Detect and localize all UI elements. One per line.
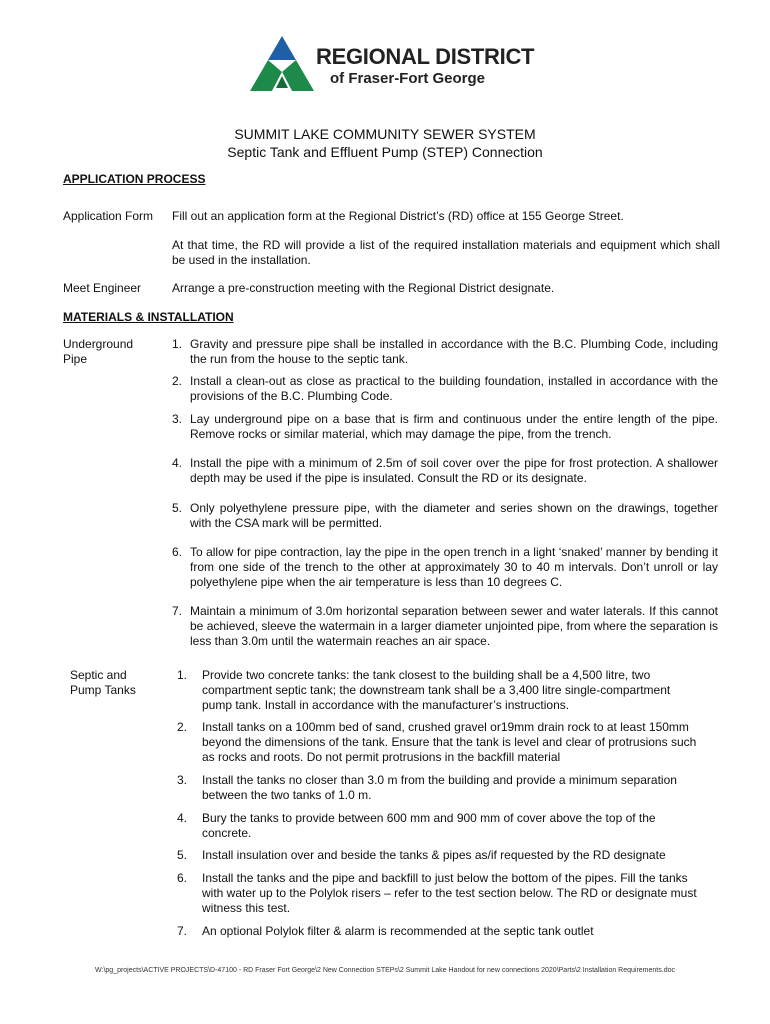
document-title: SUMMIT LAKE COMMUNITY SEWER SYSTEM [234,126,536,142]
tank-item-number: 4. [177,811,188,825]
pipe-item [172,456,718,486]
tank-item [177,924,697,939]
application-process-heading: APPLICATION PROCESS [63,172,206,186]
meet-engineer-label: Meet Engineer [63,281,142,295]
tank-item-number: 7. [177,924,188,938]
pipe-item [172,501,718,531]
tank-item [177,720,697,765]
pipe-item-number: 3. [172,412,183,426]
file-path-footer: W:\pg_projects\ACTIVE PROJECTS\D-47100 - RD Fraser Fort George\2 New Connection STEPs\2 Summit Lake Handout for new connections 2020\Parts\2 Installation Requirements.doc [95,967,675,974]
pipe-item-text: Maintain a minimum of 3.0m horizontal separation between sewer and water laterals. If this cannot be achieved, sleeve the watermain in a larger diameter unjointed pipe, from where the separation is less than 3.0m until the watermain reaches an air space. [190,604,718,648]
tank-item-number: 5. [177,848,188,862]
meet-engineer-text: Arrange a pre-construction meeting with the Regional District designate. [172,281,555,295]
septic-pump-tanks-label-line2: Pump Tanks [70,683,136,697]
application-form-label: Application Form [63,209,154,223]
materials-installation-heading: MATERIALS & INSTALLATION [63,310,234,324]
tank-item [177,773,697,803]
septic-pump-tanks-label-line1: Septic and [70,668,127,682]
logo-title: REGIONAL DISTRICT [316,44,535,69]
pipe-item [172,604,718,649]
pipe-item [172,412,718,442]
pipe-item-number: 6. [172,545,183,559]
pipe-item-text: Only polyethylene pressure pipe, with the diameter and series shown on the drawings, together with the CSA mark will be permitted. [190,501,718,530]
pipe-item-text: Lay underground pipe on a base that is firm and continuous under the entire length of the pipe. Remove rocks or similar material, which may damage the pipe, from the trench. [190,412,718,441]
application-form-detail: At that time, the RD will provide a list of the required installation materials and equipment which shall be used in the installation. [172,238,720,267]
application-form-text: Fill out an application form at the Regional District’s (RD) office at 155 George Street. [172,209,624,223]
pipe-item-number: 2. [172,374,183,388]
underground-pipe-label-line1: Underground [63,337,134,351]
regional-district-logo [250,36,550,96]
underground-pipe-label-line2: Pipe [63,352,88,366]
pipe-item [172,374,718,404]
tank-item-text: Install tanks on a 100mm bed of sand, crushed gravel or19mm drain rock to at least 150mm beyond the dimensions of the tank. Ensure that the tank is level and clear of protrusions such as rocks and roots. Do not permit protrusions in the backfill material [202,720,697,764]
pipe-item-text: Install a clean-out as close as practical to the building foundation, installed in accordance with the provisions of the B.C. Plumbing Code. [190,374,718,403]
tank-item [177,811,697,841]
tank-item-text: Provide two concrete tanks: the tank closest to the building shall be a 4,500 litre, two compartment septic tank; the downstream tank shall be a 3,400 litre single-compartment pump tank. Install in accordance with the manufacturer’s instructions. [202,668,671,712]
mountain-logo-icon [250,36,314,92]
document-subtitle: Septic Tank and Effluent Pump (STEP) Connection [227,144,543,160]
tank-item-number: 6. [177,871,188,885]
pipe-item-text: To allow for pipe contraction, lay the pipe in the open trench in a light ‘snaked’ manner by bending it from one side of the trench to the other at approximately 30 to 40 m intervals. Don’t unroll or lay polyethylene pipe when the air temperature is less than 10 degrees C. [190,545,718,589]
pipe-item-text: Install the pipe with a minimum of 2.5m of soil cover over the pipe for frost protection. A shallower depth may be used if the pipe is insulated. Consult the RD or its designate. [190,456,718,485]
tank-item-text: Install the tanks no closer than 3.0 m from the building and provide a minimum separation between the two tanks of 1.0 m. [202,773,677,802]
tank-item-text: Install insulation over and beside the tanks & pipes as/if requested by the RD designate [202,848,666,862]
pipe-item-number: 1. [172,337,183,351]
underground-pipe-label [63,337,133,367]
logo-subtitle: of Fraser-Fort George [330,70,486,87]
tank-item [177,871,697,916]
tank-item-text: An optional Polylok filter & alarm is recommended at the septic tank outlet [202,924,594,938]
tank-item [177,848,697,863]
tank-item-number: 1. [177,668,188,682]
tank-item [177,668,697,713]
tank-item-text: Bury the tanks to provide between 600 mm and 900 mm of cover above the top of the concrete. [202,811,656,840]
pipe-item-number: 5. [172,501,183,515]
pipe-item-text: Gravity and pressure pipe shall be installed in accordance with the B.C. Plumbing Code, including the run from the house to the septic tank. [190,337,718,366]
pipe-item-number: 7. [172,604,183,618]
pipe-item [172,545,718,590]
tank-item-number: 3. [177,773,188,787]
septic-pump-tanks-label [70,668,136,698]
tank-item-number: 2. [177,720,188,734]
pipe-item [172,337,718,367]
tank-item-text: Install the tanks and the pipe and backfill to just below the bottom of the pipes. Fill the tanks with water up to the Polylok risers – refer to the test section below. The RD or designate must witness this test. [202,871,697,915]
pipe-item-number: 4. [172,456,183,470]
